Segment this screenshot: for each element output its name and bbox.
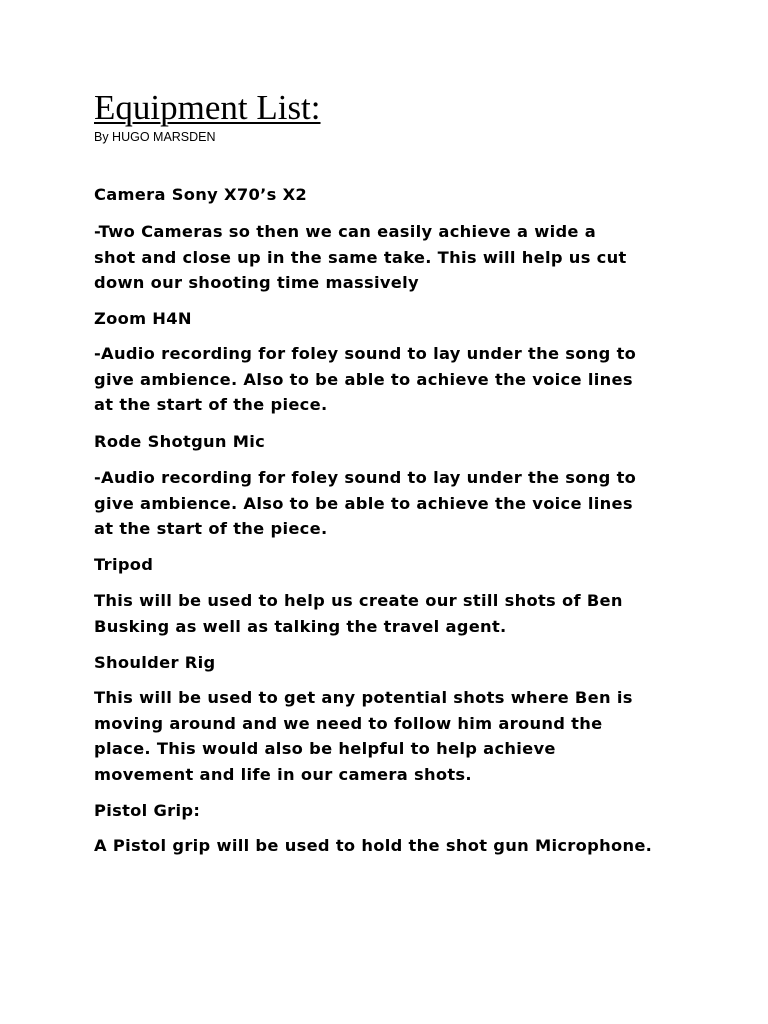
body-line: give ambience. Also to be able to achieve the voice lines <box>94 493 633 513</box>
section-body-camera <box>94 219 734 296</box>
section-body-shoulder-rig <box>94 685 734 787</box>
section-body-shotgun-mic <box>94 465 734 542</box>
body-line: shot and close up in the same take. This will help us cut <box>94 247 627 267</box>
section-body-tripod <box>94 588 734 639</box>
body-line: This will be used to help us create our still shots of Ben <box>94 591 623 610</box>
document-title: Equipment List: <box>94 88 321 127</box>
body-line: give ambience. Also to be able to achieve the voice lines <box>94 369 633 389</box>
body-line: moving around and we need to follow him around the <box>94 713 603 733</box>
section-body-pistol-grip <box>94 833 734 859</box>
body-line: down our shooting time massively <box>94 273 419 292</box>
section-body-zoom <box>94 341 734 418</box>
body-line: -Audio recording for foley sound to lay under the song to <box>94 344 637 363</box>
body-line: A Pistol grip will be used to hold the shot gun Microphone. <box>94 836 653 855</box>
body-line: at the start of the piece. <box>94 519 328 538</box>
section-heading-camera: Camera Sony X70’s X2 <box>94 185 308 204</box>
section-heading-shotgun-mic: Rode Shotgun Mic <box>94 432 266 451</box>
body-line: This will be used to get any potential shots where Ben is <box>94 688 633 707</box>
body-line: place. This would also be helpful to help achieve <box>94 739 556 758</box>
body-line: -Two Cameras so then we can easily achieve a wide a <box>94 222 597 241</box>
body-line: Busking as well as talking the travel agent. <box>94 616 507 636</box>
section-heading-tripod: Tripod <box>94 555 154 574</box>
body-line: at the start of the piece. <box>94 395 328 414</box>
body-line: -Audio recording for foley sound to lay under the song to <box>94 468 637 487</box>
section-heading-zoom: Zoom H4N <box>94 309 192 328</box>
section-heading-shoulder-rig: Shoulder Rig <box>94 653 216 672</box>
document-author: By HUGO MARSDEN <box>94 130 216 144</box>
section-heading-pistol-grip: Pistol Grip: <box>94 801 201 820</box>
body-line: movement and life in our camera shots. <box>94 764 472 784</box>
